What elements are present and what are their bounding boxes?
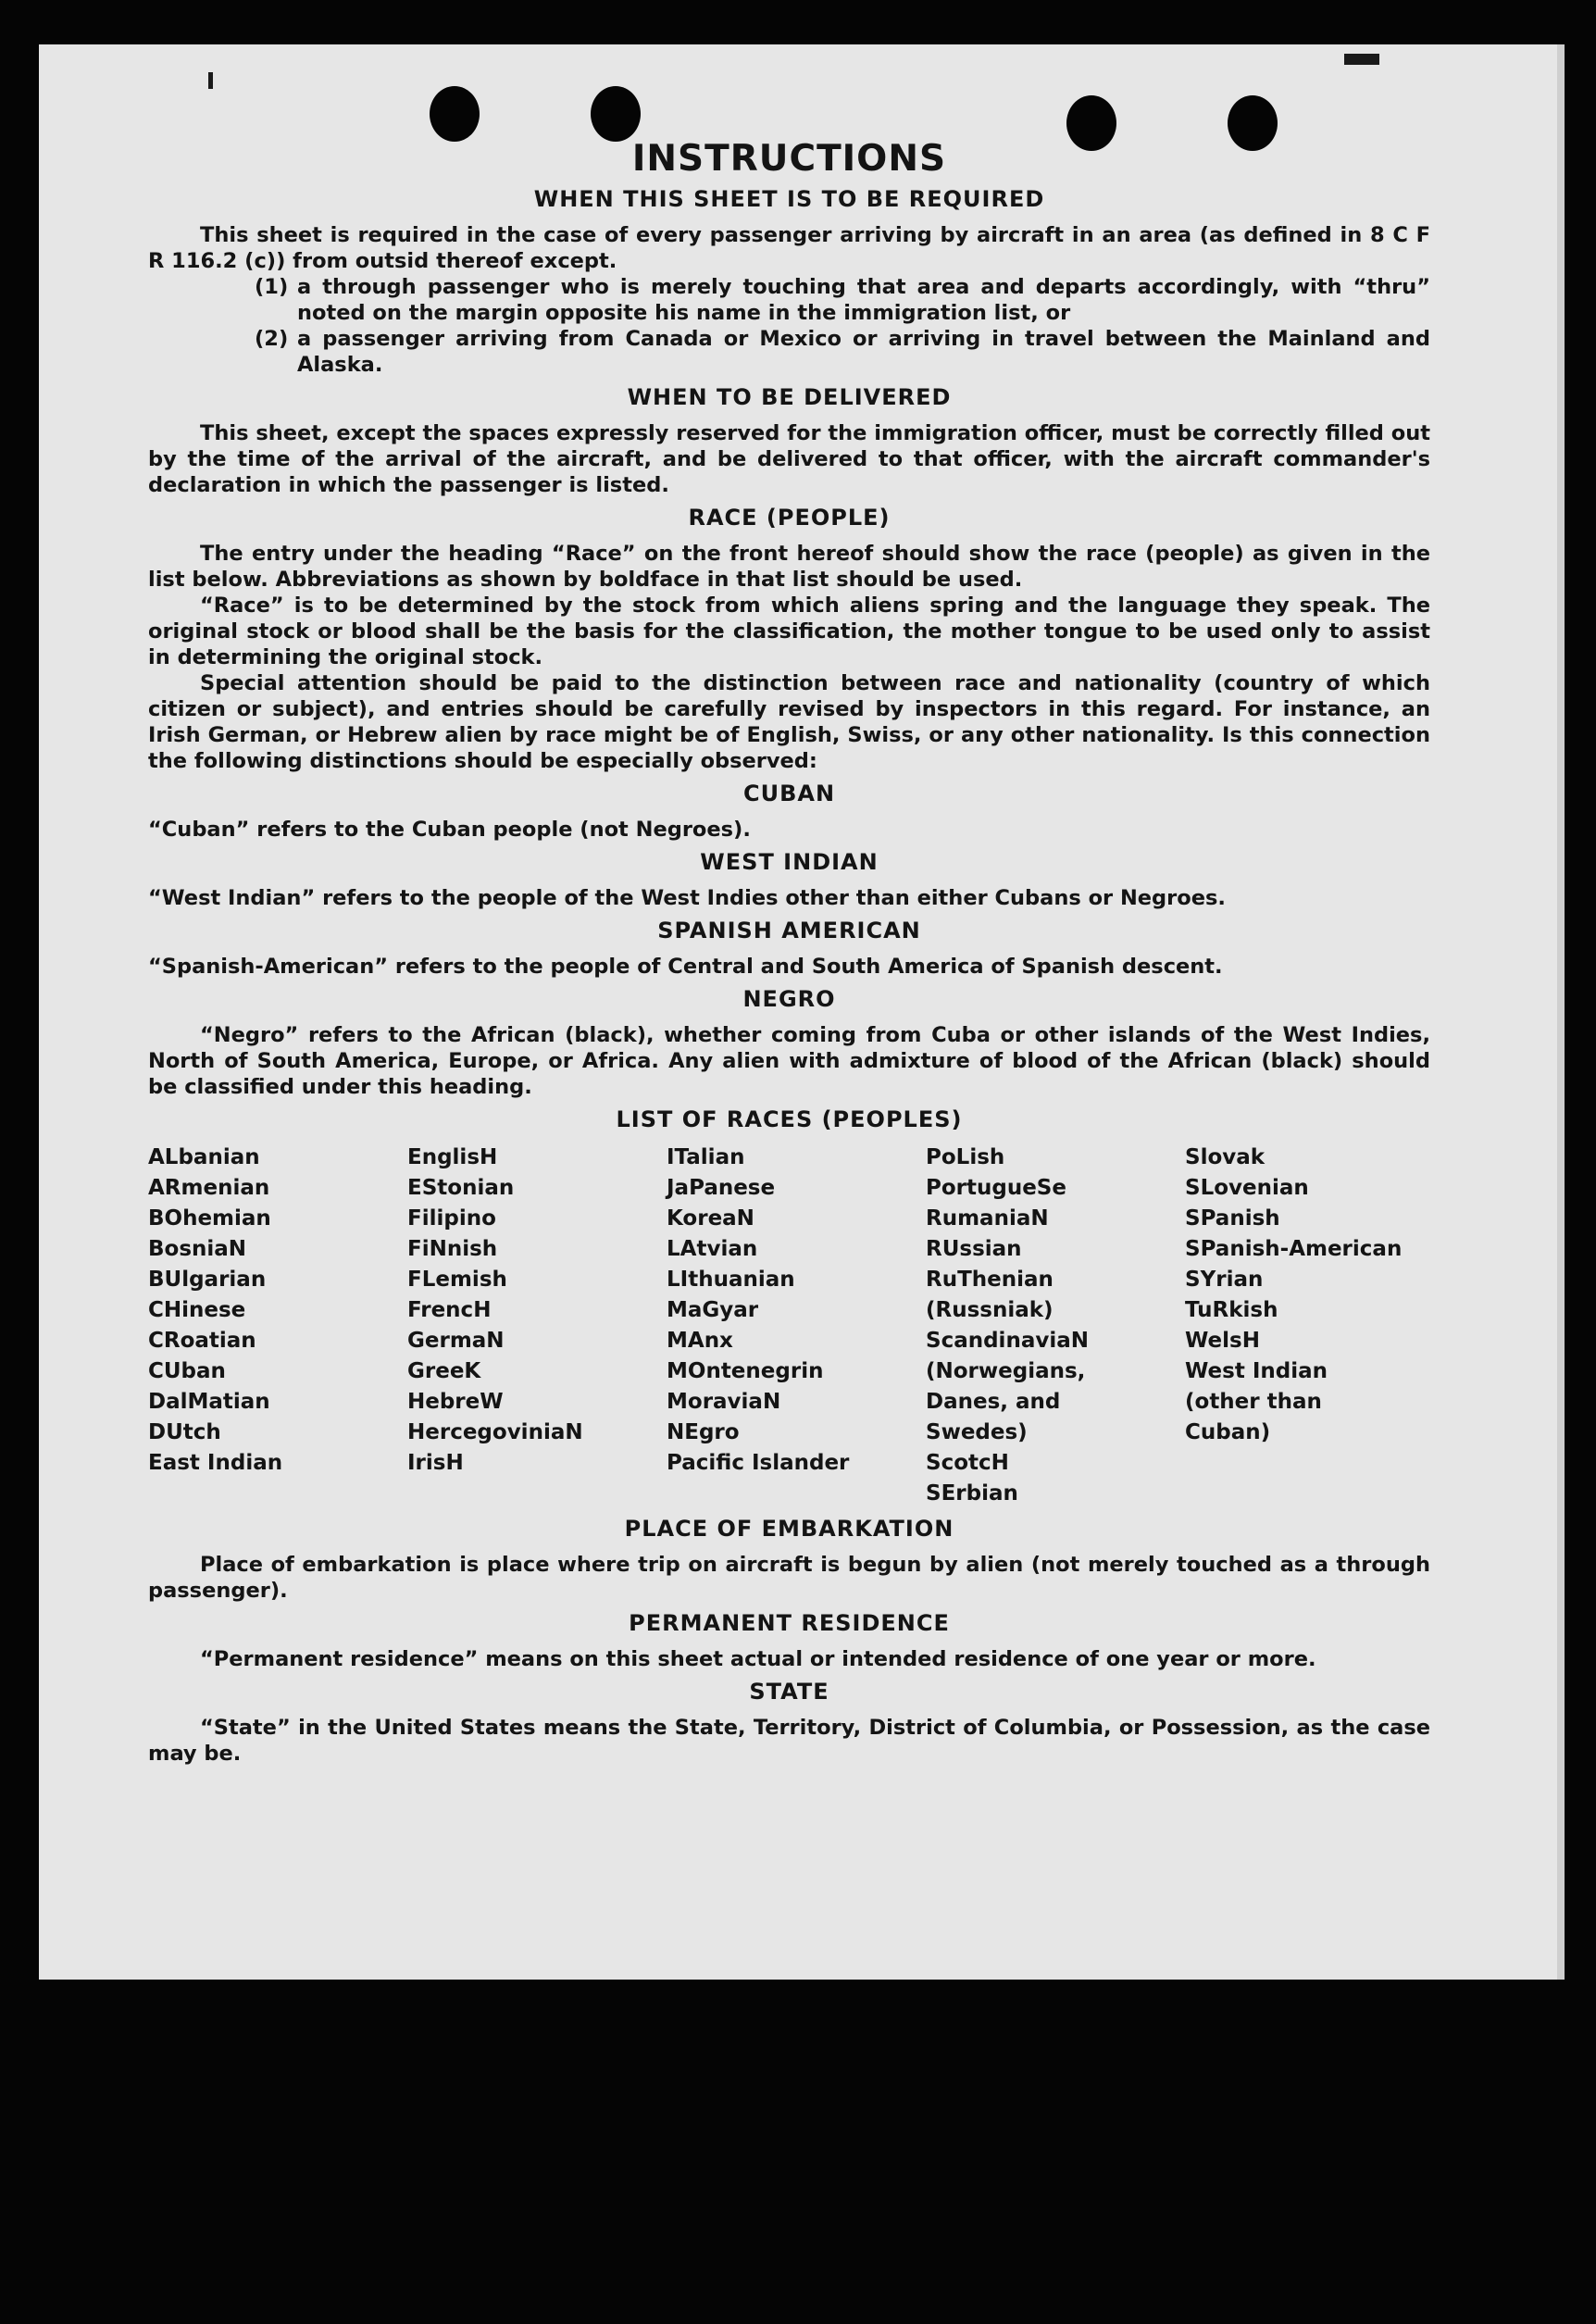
race-item: HercegoviniaN bbox=[407, 1420, 583, 1444]
race-item: CRoatian bbox=[148, 1329, 256, 1353]
race-column bbox=[148, 1143, 407, 1509]
race-item: RuThenian (Russniak) bbox=[926, 1268, 1054, 1322]
instructions-content bbox=[148, 137, 1430, 1767]
list-item bbox=[255, 274, 1430, 326]
paragraph-west-indian: “West Indian” refers to the people of the West Indies other than either Cubans or Negroes. bbox=[148, 886, 1226, 910]
item-number: (2) bbox=[255, 327, 289, 351]
punch-hole-1 bbox=[430, 86, 480, 142]
race-item: ScotcH bbox=[926, 1451, 1009, 1475]
race-item: LIthuanian bbox=[667, 1268, 795, 1292]
heading-race: RACE (PEOPLE) bbox=[688, 505, 891, 531]
item-text: a passenger arriving from Canada or Mexico or arriving in travel between the Mainland and Alaska. bbox=[297, 327, 1430, 377]
race-item: MoraviaN bbox=[667, 1390, 781, 1414]
race-item: SPanish bbox=[1185, 1206, 1280, 1231]
ink-mark bbox=[1344, 54, 1379, 65]
race-column bbox=[1185, 1143, 1412, 1509]
race-item: SErbian bbox=[926, 1481, 1018, 1506]
document-sheet bbox=[39, 44, 1565, 1980]
race-list bbox=[148, 1143, 1430, 1509]
race-item: SPanish-American bbox=[1185, 1237, 1403, 1261]
page-title: INSTRUCTIONS bbox=[631, 138, 947, 180]
race-item: BosniaN bbox=[148, 1237, 247, 1261]
race-item: RUssian bbox=[926, 1237, 1022, 1261]
race-item: West Indian (other than Cuban) bbox=[1185, 1359, 1328, 1444]
race-item: RumaniaN bbox=[926, 1206, 1049, 1231]
race-item: PortugueSe bbox=[926, 1176, 1066, 1200]
race-item: FrencH bbox=[407, 1298, 492, 1322]
heading-state: STATE bbox=[749, 1679, 829, 1705]
race-item: IrisH bbox=[407, 1451, 464, 1475]
race-item: BUlgarian bbox=[148, 1268, 267, 1292]
heading-residence: PERMANENT RESIDENCE bbox=[629, 1610, 950, 1636]
race-item: FiNnish bbox=[407, 1237, 498, 1261]
item-text: a through passenger who is merely touching that area and departs accordingly, with “thru” noted on the margin opposite his name in the immigration list, or bbox=[297, 275, 1430, 325]
paragraph-delivered: This sheet, except the spaces expressly reserved for the immigration officer, must be correctly filled out by the time of the arrival of the aircraft, and be delivered to that officer, with the aircraft commander's declaration in which the passenger is listed. bbox=[148, 421, 1430, 497]
race-item: EnglisH bbox=[407, 1145, 498, 1169]
race-item: TuRkish bbox=[1185, 1298, 1278, 1322]
race-item: East Indian bbox=[148, 1451, 283, 1475]
race-item: SYrian bbox=[1185, 1268, 1264, 1292]
heading-spanish-american: SPANISH AMERICAN bbox=[657, 918, 921, 943]
race-item: MAnx bbox=[667, 1329, 733, 1353]
paragraph-state: “State” in the United States means the State, Territory, District of Columbia, or Possession, as the case may be. bbox=[148, 1716, 1430, 1766]
race-item: MOntenegrin bbox=[667, 1359, 824, 1383]
race-item: ARmenian bbox=[148, 1176, 270, 1200]
paragraph-race-2: “Race” is to be determined by the stock from which aliens spring and the language they speak. The original stock or blood shall be the basis for the classification, the mother tongue to be used only to assist in determining the original stock. bbox=[148, 593, 1430, 669]
race-item: KoreaN bbox=[667, 1206, 754, 1231]
paragraph-cuban: “Cuban” refers to the Cuban people (not Negroes). bbox=[148, 818, 751, 842]
race-item: GreeK bbox=[407, 1359, 481, 1383]
race-column bbox=[926, 1143, 1185, 1509]
list-item bbox=[255, 326, 1430, 378]
paragraph-required-intro: This sheet is required in the case of every passenger arriving by aircraft in an area (as defined in 8 C F R 116.2 (c)) from outsid thereof except. bbox=[148, 223, 1430, 273]
heading-required: WHEN THIS SHEET IS TO BE REQUIRED bbox=[533, 186, 1045, 212]
race-item: HebreW bbox=[407, 1390, 504, 1414]
paragraph-residence: “Permanent residence” means on this sheet actual or intended residence of one year or more. bbox=[200, 1647, 1316, 1671]
race-item: NEgro bbox=[667, 1420, 740, 1444]
paragraph-negro: “Negro” refers to the African (black), whether coming from Cuba or other islands of the West Indies, North of South America, Europe, or Africa. Any alien with admixture of blood of the African (black) should be classified under this heading. bbox=[148, 1023, 1430, 1099]
item-number: (1) bbox=[255, 275, 289, 299]
race-item: Slovak bbox=[1185, 1145, 1266, 1169]
race-item: BOhemian bbox=[148, 1206, 271, 1231]
race-item: MaGyar bbox=[667, 1298, 759, 1322]
race-item: GermaN bbox=[407, 1329, 505, 1353]
race-item: Pacific Islander bbox=[667, 1451, 850, 1475]
paragraph-embarkation: Place of embarkation is place where trip on aircraft is begun by alien (not merely touched as a through passenger). bbox=[148, 1553, 1430, 1603]
race-item: ITalian bbox=[667, 1145, 745, 1169]
race-item: CHinese bbox=[148, 1298, 246, 1322]
paragraph-race-3: Special attention should be paid to the distinction between race and nationality (country of which citizen or subject), and entries should be carefully revised by inspectors in this regard. For instance, an Irish German, or Hebrew alien by race might be of English, Swiss, or any other nationality. Is this connection the following distinctions should be especially observed: bbox=[148, 671, 1430, 773]
paragraph-race-1: The entry under the heading “Race” on the front hereof should show the race (people) as given in the list below. Abbreviations as shown by boldface in that list should be used. bbox=[148, 542, 1430, 592]
race-column bbox=[407, 1143, 667, 1509]
race-item: ScandinaviaN (Norwegians, Danes, and Swedes) bbox=[926, 1329, 1089, 1444]
race-item: PoLish bbox=[926, 1145, 1005, 1169]
race-item: DUtch bbox=[148, 1420, 221, 1444]
race-item: EStonian bbox=[407, 1176, 515, 1200]
race-item: ALbanian bbox=[148, 1145, 260, 1169]
punch-hole-2 bbox=[591, 86, 641, 142]
race-item: JaPanese bbox=[667, 1176, 776, 1200]
heading-delivered: WHEN TO BE DELIVERED bbox=[627, 384, 952, 410]
heading-west-indian: WEST INDIAN bbox=[700, 849, 879, 875]
heading-list-of-races: LIST OF RACES (PEOPLES) bbox=[616, 1106, 963, 1132]
race-item: Filipino bbox=[407, 1206, 496, 1231]
paragraph-spanish-american: “Spanish-American” refers to the people of Central and South America of Spanish descent. bbox=[148, 955, 1223, 979]
race-item: LAtvian bbox=[667, 1237, 758, 1261]
heading-negro: NEGRO bbox=[742, 986, 836, 1012]
ink-mark bbox=[208, 72, 213, 89]
race-item: WelsH bbox=[1185, 1329, 1260, 1353]
race-item: FLemish bbox=[407, 1268, 507, 1292]
heading-cuban: CUBAN bbox=[742, 781, 836, 806]
heading-embarkation: PLACE OF EMBARKATION bbox=[624, 1516, 954, 1542]
race-column bbox=[667, 1143, 926, 1509]
race-item: CUban bbox=[148, 1359, 226, 1383]
race-item: SLovenian bbox=[1185, 1176, 1309, 1200]
race-item: DalMatian bbox=[148, 1390, 270, 1414]
